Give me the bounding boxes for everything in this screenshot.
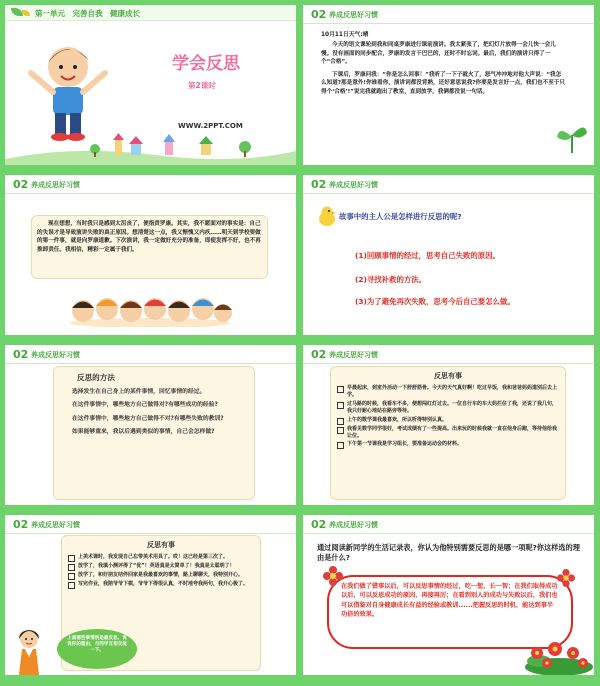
- unit-label: 第一单元 完善自我 健康成长: [35, 9, 140, 18]
- checkbox[interactable]: [337, 402, 344, 409]
- flower-icon: [323, 566, 343, 586]
- answer-1: (1)回顾事情的经过，思考自己失败的原因。: [355, 251, 500, 260]
- reflection-box: [31, 215, 268, 279]
- method-slide[interactable]: [5, 345, 296, 505]
- checkbox[interactable]: [337, 386, 344, 393]
- checkbox[interactable]: [68, 582, 75, 589]
- record-heading: 反思有事: [434, 372, 462, 380]
- section-title: 养成反思好习惯: [329, 351, 378, 359]
- record-slide-1[interactable]: [303, 345, 594, 505]
- diary-slide[interactable]: [303, 5, 594, 165]
- slide-title: 学会反思: [172, 54, 240, 74]
- checkbox[interactable]: [337, 418, 344, 425]
- method-step-4: 如果能够重来，我以后遇到类似的事情，自己会怎样做?: [72, 429, 215, 436]
- kids-row-icon: [65, 293, 235, 327]
- checkbox[interactable]: [68, 573, 75, 580]
- section-title: 养成反思好习惯: [31, 181, 80, 189]
- section-title: 养成反思好习惯: [31, 351, 80, 359]
- record-item[interactable]: 放学了，我填小测评得了“优”！英语真是太简单了！我真是太聪明了！: [68, 563, 254, 571]
- method-step-2: 在这件事情中，哪些地方自己做得对?有哪些成功的经验?: [72, 402, 218, 409]
- lesson-label: 第2课时: [188, 81, 216, 90]
- village-icon: [5, 133, 296, 165]
- girl-teacher-icon: [9, 627, 49, 675]
- record-item[interactable]: 放学了，和好朋友结伴回家是我最喜欢的事情，路上聊聊天，我特别开心。: [68, 572, 254, 580]
- record-item[interactable]: 下午第一节课我是学习组长，要准备运动会的材料。: [337, 441, 559, 449]
- section-title: 养成反思好习惯: [31, 521, 80, 529]
- slide-header: [303, 175, 594, 194]
- section-number: 02: [13, 178, 29, 191]
- record-item[interactable]: 上美术课时，我发现自己忘带美术用具了。哎！这已经是第三次了。: [68, 554, 254, 562]
- record-heading: 反思有事: [147, 541, 175, 549]
- diary-date: 10月11日天气:晴: [321, 32, 369, 38]
- boy-icon: [23, 37, 113, 147]
- speech-bubble: [57, 629, 137, 669]
- section-number: 02: [13, 518, 29, 531]
- leaf-sprout-icon: [555, 121, 589, 155]
- discussion-slide[interactable]: [303, 515, 594, 675]
- slide-header: [5, 345, 296, 364]
- method-box: [53, 366, 255, 500]
- record-item[interactable]: 写完作业，我陪爷爷下棋，爷爷下得很认真，不时地夸我两句，我开心极了。: [68, 581, 254, 589]
- slide-header: [303, 345, 594, 364]
- diary-box: [321, 29, 565, 159]
- answer-text: 在我们做了错事以后，可以反思事情的经过，吃一堑，长一智；在我们取得成功以后，可以反思成功的原因，再接再厉；在看到别人的成功与失败以后，我们也可以借鉴对自身健康成长有益的经验或教训......把握反思的时机，能达到事半功倍的效果。: [341, 583, 558, 619]
- chick-icon: [317, 205, 337, 227]
- question-slide[interactable]: [303, 175, 594, 335]
- method-heading: 反思的方法: [77, 373, 115, 382]
- reflection-slide[interactable]: [5, 175, 296, 335]
- diary-paragraph-1: 今天的语文课轮到我和同桌罗康进行课前演讲。我太紧张了，把幻灯片放得一会儿快一会儿慢。没有画面的同步配合，罗康的发言干巴巴的，还时不时忘词。最后，我们的演讲只得了一个“合格”。: [321, 42, 556, 66]
- section-number: 02: [13, 348, 29, 361]
- section-number: 02: [311, 348, 327, 361]
- method-step-3: 在这件事情中，哪些地方自己做得不对?有哪些失败的教训?: [72, 415, 224, 422]
- reflection-paragraph: 现在想想，当时我只是感到太沮丧了，便指责罗康。其实，我不愿面对的事实是：自己的失误才是导致演讲失败的真正原因。想清楚这一点，我又惭愧又内疚……明天到学校要做的第一件事，就是向罗康道歉。下次演讲，我一定做好充分的准备，即使发挥不好，也不再推卸责任。我相信，精彩一定属于我们。: [37, 221, 261, 253]
- method-step-1: 选择发生在自己身上的某件事情，回忆事情的经过。: [72, 389, 206, 395]
- slide-header: [5, 175, 296, 194]
- slide-header: [303, 515, 594, 534]
- checkbox[interactable]: [68, 564, 75, 571]
- record-box: [330, 366, 566, 500]
- question-text: 故事中的主人公是怎样进行反思的呢?: [339, 212, 462, 221]
- section-number: 02: [311, 178, 327, 191]
- slide-header: [5, 515, 296, 534]
- bubble-text: 上面哪些事情别是最反思，说说你的理由，与同学互相交流一下。: [67, 636, 127, 653]
- checkbox[interactable]: [68, 555, 75, 562]
- section-number: 02: [311, 518, 327, 531]
- flower-icon: [557, 569, 575, 587]
- section-number: 02: [311, 8, 327, 21]
- record-item[interactable]: 我看见数学同学很好，考试成绩有了一些提高。出来玩的时候我就一直在他身后跑，等待他给我让位。: [337, 426, 559, 441]
- section-title: 养成反思好习惯: [329, 11, 378, 19]
- record-item[interactable]: 早晨起床，到室外活动一下舒舒筋骨。今天的天气真好啊！吃过早饭，我和爸爸妈妈道别后去上学。: [337, 385, 559, 400]
- section-title: 养成反思好习惯: [329, 521, 378, 529]
- diary-paragraph-2: 下课后，罗康问我：“你是怎么回事！”我听了一下子就火了，怒气冲冲地对他大声说：“我怎么知道?那是意外!你谁看你，演讲词都没背熟，还好意思说我?你要是发言好一点，我们也不至于只得个‘合格’!”说完我就跑出了教室，直到放学，我俩都没说一句话。: [321, 71, 565, 95]
- record-item[interactable]: 上午的数学课我最喜欢，所以听得特别认真。: [337, 417, 559, 425]
- answer-3: (3)为了避免再次失败，思考今后自己要怎么做。: [355, 297, 515, 306]
- flower-bush-icon: [519, 635, 593, 675]
- site-url: WWW.2PPT.COM: [178, 122, 243, 130]
- record-slide-2[interactable]: [5, 515, 296, 675]
- title-slide[interactable]: [5, 5, 296, 165]
- record-item[interactable]: 过马路的时候，我看车不多，便想闯红灯过去。一位自行车的车大妈拦住了我，还说了我几句，我只好耐心地站在路旁等待。: [337, 401, 559, 416]
- slide-header: [303, 5, 594, 24]
- checkbox[interactable]: [337, 427, 344, 434]
- discussion-question: 通过阅读新同学的生活记录表，你认为他特别需要反思的是哪一项呢?你这样选的理由是什么?: [317, 543, 580, 562]
- answer-2: (2)寻找补救的方法。: [355, 275, 427, 284]
- section-title: 养成反思好习惯: [329, 181, 378, 189]
- checkbox[interactable]: [337, 442, 344, 449]
